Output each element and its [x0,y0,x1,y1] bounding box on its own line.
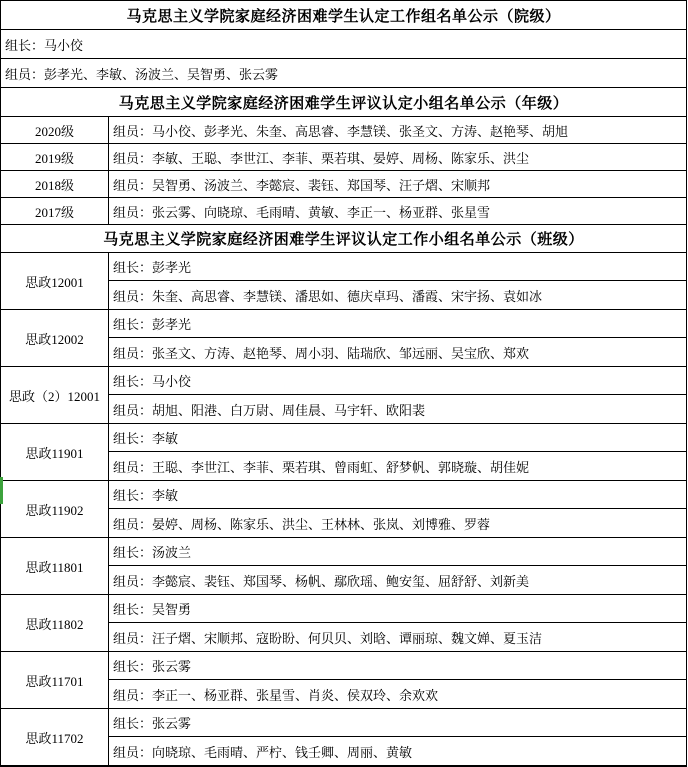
members-cell: 组员：李正一、杨亚群、张星雪、肖炎、侯双玲、余欢欢 [113,687,439,703]
section-title-text: 马克思主义学院家庭经济困难学生评议认定小组名单公示（年级） [118,95,569,112]
section-title-college-level [1,1,686,30]
class-label-cell: 思政（2）12001 [1,367,109,423]
class-group-sz11702 [1,709,686,766]
members-cell: 组员：张云雾、向晓琼、毛雨晴、黄敏、李正一、杨亚群、张星雪 [113,204,491,220]
section-title-grade-level [1,88,686,117]
section-title-class-level [1,225,686,253]
class-group-sz11902 [1,481,686,538]
members-cell: 组员：向晓琼、毛雨晴、严柠、钱壬卿、周丽、黄敏 [113,744,413,760]
grade-label-cell: 2019级 [1,144,109,170]
members-cell: 组员：李敏、王聪、李世江、李菲、栗若琪、晏婷、周杨、陈家乐、洪尘 [113,150,530,166]
class-label-cell: 思政11702 [1,709,109,765]
members-cell: 组员：胡旭、阳港、白万尉、周佳晨、马宇轩、欧阳裴 [113,402,426,418]
section-title-text: 马克思主义学院家庭经济困难学生评议认定工作小组名单公示（班级） [103,232,584,248]
green-row-marker [0,477,3,504]
class-group-sz2-12001 [1,367,686,424]
grade-label-cell: 2020级 [1,117,109,143]
section-title-text: 马克思主义学院家庭经济困难学生认定工作组名单公示（院级） [126,8,561,25]
leader-cell: 组长：彭孝光 [109,310,686,338]
class-label-cell: 思政12002 [1,310,109,366]
college-leader-row [1,30,686,59]
leader-cell: 组长：李敏 [109,424,686,452]
leader-cell: 组长：李敏 [109,481,686,509]
class-label-cell: 思政11801 [1,538,109,594]
leader-cell: 组长：吴智勇 [109,595,686,623]
grade-label-cell: 2018级 [1,171,109,197]
members-cell: 组员：彭孝光、李敏、汤波兰、吴智勇、张云雾 [5,66,279,82]
members-cell: 组员：马小佼、彭孝光、朱奎、高思睿、李慧镁、张圣文、方涛、赵艳琴、胡旭 [113,123,569,139]
grade-row-2019 [1,144,686,171]
class-group-sz11802 [1,595,686,652]
members-cell: 组员：张圣文、方涛、赵艳琴、周小羽、陆瑞欣、邹远丽、吴宝欣、郑欢 [113,345,530,361]
class-group-sz11701 [1,652,686,709]
leader-cell: 组长：张云雾 [109,709,686,737]
class-group-sz12002 [1,310,686,367]
class-label-cell: 思政11802 [1,595,109,651]
members-cell: 组员：吴智勇、汤波兰、李懿宸、裴钰、郑国琴、汪子熠、宋顺邦 [113,177,491,193]
class-group-sz11801 [1,538,686,595]
grade-row-2017 [1,198,686,225]
leader-cell: 组长：马小佼 [5,37,84,53]
class-label-cell: 思政12001 [1,253,109,309]
leader-cell: 组长：张云雾 [109,652,686,680]
college-members-row [1,59,686,88]
leader-cell: 组长：汤波兰 [109,538,686,566]
grade-row-2018 [1,171,686,198]
class-group-sz11901 [1,424,686,481]
leader-cell: 组长：彭孝光 [109,253,686,281]
class-group-sz12001 [1,253,686,310]
class-label-cell: 思政11701 [1,652,109,708]
class-label-cell: 思政11902 [1,481,109,537]
class-label-cell: 思政11901 [1,424,109,480]
members-cell: 组员：李懿宸、裴钰、郑国琴、杨帆、鄢欣瑶、鲍安玺、屈舒舒、刘新美 [113,573,530,589]
leader-cell: 组长：马小佼 [109,367,686,395]
members-cell: 组员：晏婷、周杨、陈家乐、洪尘、王林林、张岚、刘博雅、罗蓉 [113,516,491,532]
members-cell: 组员：汪子熠、宋顺邦、寇盼盼、何贝贝、刘晗、谭丽琼、魏文婵、夏玉洁 [113,630,543,646]
grade-label-cell: 2017级 [1,198,109,224]
members-cell: 组员：王聪、李世江、李菲、栗若琪、曾雨虹、舒梦帆、郭晓璇、胡佳妮 [113,459,530,475]
members-cell: 组员：朱奎、高思睿、李慧镁、潘思如、德庆卓玛、潘霞、宋宇扬、袁如冰 [113,288,543,304]
grade-row-2020 [1,117,686,144]
